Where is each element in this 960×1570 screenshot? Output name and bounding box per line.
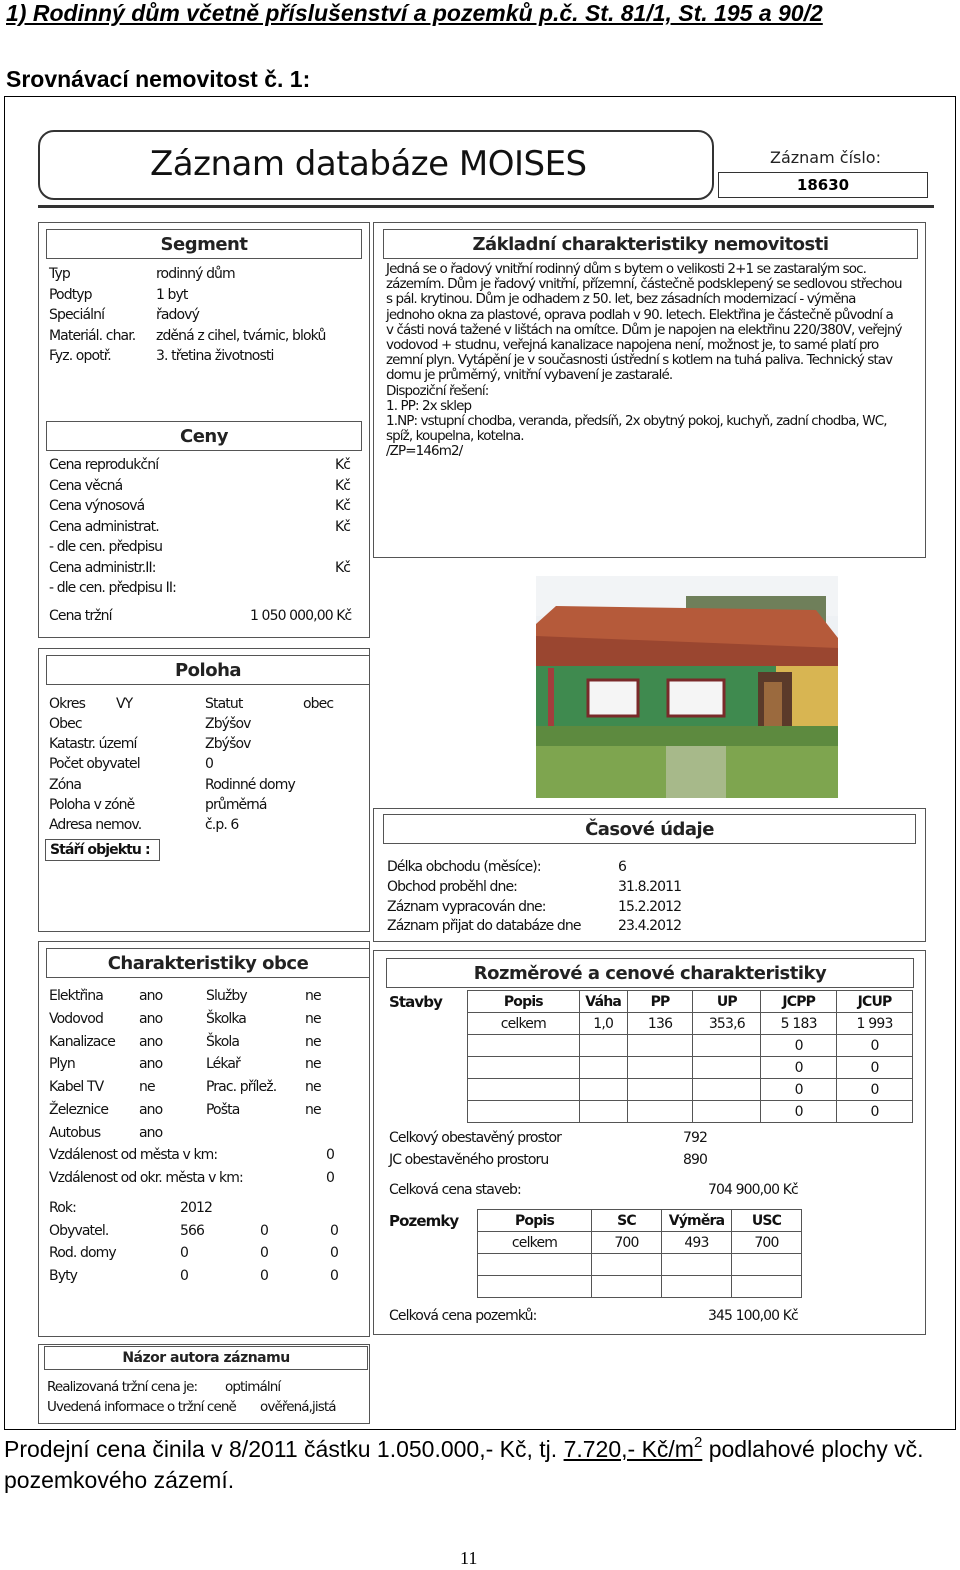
property-photo: [536, 576, 838, 798]
table-row: [478, 1276, 802, 1298]
time-row-label: Délka obchodu (měsíce):: [387, 859, 541, 875]
municipality-amenity-value: ano: [139, 1010, 163, 1027]
table-cell: [478, 1276, 592, 1298]
stats-value-3: 0: [330, 1245, 339, 1261]
municipality-service-value: ne: [305, 1102, 321, 1118]
table-cell: [732, 1254, 802, 1276]
land-table: [477, 1209, 802, 1298]
opinion-price-label: Realizovaná tržní cena je:: [47, 1379, 198, 1395]
total-buildings-label: Celková cena staveb:: [389, 1182, 521, 1198]
municipality-service-label: Lékař: [206, 1056, 240, 1073]
distance-district-label: Vzdálenost od okr. města v km:: [49, 1170, 243, 1186]
municipality-amenity-label: Plyn: [49, 1056, 75, 1073]
table-cell: [468, 1035, 580, 1057]
stats-row-label: Obyvatel.: [49, 1222, 109, 1239]
municipality-service-label: Prac. přílež.: [206, 1079, 277, 1096]
segment-row-label: Materiál. char.: [49, 327, 136, 344]
sale-text-part1: Prodejní cena činila v 8/2011 částku 1.050.000,- Kč, tj.: [4, 1436, 564, 1462]
description-line: /ZP=146m2/: [386, 443, 463, 460]
table-cell: 0: [761, 1057, 837, 1079]
total-volume-value: 792: [683, 1130, 708, 1146]
municipality-amenity-label: Autobus: [49, 1124, 101, 1141]
opinion-price-value: optimální: [225, 1379, 281, 1395]
table-cell: 0: [761, 1079, 837, 1101]
municipality-amenity-value: ne: [139, 1079, 155, 1096]
time-row-value: 23.4.2012: [618, 918, 682, 935]
location-row-label: Poloha v zóně: [49, 796, 135, 813]
dimension-price-title: Rozměrové a cenové charakteristiky: [386, 958, 914, 988]
segment-row-value: 1 byt: [156, 286, 188, 303]
table-cell: [627, 1079, 693, 1101]
sale-price-paragraph: [4, 1434, 954, 1496]
table-cell: [732, 1276, 802, 1298]
table-cell: [693, 1057, 761, 1079]
basic-characteristics-title: Základní charakteristiky nemovitosti: [383, 229, 918, 259]
table-cell: [468, 1101, 580, 1123]
table-cell: [478, 1254, 592, 1276]
table-cell: [693, 1101, 761, 1123]
time-row-label: Záznam vypracován dne:: [387, 898, 546, 915]
time-row-label: Obchod proběhl dne:: [387, 878, 517, 895]
record-number-label: Záznam číslo:: [770, 148, 881, 167]
municipality-service-label: Pošta: [206, 1102, 240, 1118]
description-line: 1.NP: vstupní chodba, veranda, předsíň, 2x obytný pokoj, kuchyň, zadní chodba, WC,: [386, 413, 887, 430]
municipality-service-label: Škola: [206, 1033, 240, 1050]
location-row-label: Zóna: [49, 776, 82, 793]
price-row-value: Kč: [335, 559, 351, 576]
time-row-value: 6: [618, 859, 627, 875]
table-cell: [579, 1101, 627, 1123]
location-row-value: č.p. 6: [205, 817, 239, 833]
table-cell: [693, 1035, 761, 1057]
stats-row-label: Byty: [49, 1267, 78, 1284]
municipality-service-label: Školka: [206, 1010, 246, 1027]
price-row-label: - dle cen. předpisu: [49, 539, 163, 555]
table-cell: 493: [662, 1232, 732, 1254]
description-line: jednoho okna za plastové, oprava podlah v 90. letech. Elektřina je částečně původní a: [386, 306, 893, 323]
table-cell: 1,0: [579, 1013, 627, 1035]
age-label: Stáří objektu :: [50, 842, 150, 858]
table-cell: [627, 1057, 693, 1079]
description-line: domu je průměrný, vnitřní vybavení je zastaralé.: [386, 367, 673, 384]
okres-value: VY: [116, 696, 133, 712]
buildings-label: Stavby: [389, 993, 442, 1011]
record-title: Záznam databáze MOISES: [150, 144, 587, 184]
table-cell: [579, 1035, 627, 1057]
stats-value-2: 0: [260, 1222, 269, 1239]
table-cell: 5 183: [761, 1013, 837, 1035]
description-line: Dispoziční řešení:: [386, 382, 489, 399]
location-row-label: Adresa nemov.: [49, 817, 142, 833]
table-cell: 0: [837, 1101, 913, 1123]
table-cell: 0: [837, 1057, 913, 1079]
distance-city-value: 0: [326, 1147, 335, 1163]
table-cell: 0: [837, 1035, 913, 1057]
table-row: [468, 1101, 913, 1123]
segment-row-value: řadový: [156, 307, 199, 323]
table-cell: [579, 1057, 627, 1079]
table-cell: [662, 1276, 732, 1298]
municipality-amenity-value: ano: [139, 1033, 163, 1050]
municipality-service-value: ne: [305, 988, 321, 1004]
okres-label: Okres: [49, 696, 85, 712]
table-cell: [468, 1057, 580, 1079]
municipality-service-value: ne: [305, 1010, 321, 1027]
stats-value-1: 0: [180, 1267, 189, 1284]
municipality-amenity-label: Kanalizace: [49, 1033, 115, 1050]
segment-row-value: 3. třetina životnosti: [156, 348, 274, 364]
municipality-service-label: Služby: [206, 988, 247, 1004]
municipality-service-value: ne: [305, 1056, 321, 1073]
stats-value-2: 0: [260, 1267, 269, 1284]
time-row-label: Záznam přijat do databáze dne: [387, 918, 581, 935]
table-cell: 136: [627, 1013, 693, 1035]
table-row: [468, 1079, 913, 1101]
table-cell: [579, 1079, 627, 1101]
stats-value-1: 566: [180, 1222, 205, 1239]
municipality-amenity-value: ano: [139, 1056, 163, 1073]
buildings-table: [467, 990, 913, 1123]
table-cell: 1 993: [837, 1013, 913, 1035]
price-per-m2-text: 7.720,- Kč/m: [563, 1436, 694, 1462]
price-per-m2: [564, 1436, 703, 1462]
land-label: Pozemky: [389, 1212, 459, 1230]
municipality-amenity-label: Vodovod: [49, 1010, 103, 1027]
table-header-cell: Popis: [468, 991, 580, 1013]
description-line: s pál. krytinou. Dům je odhadem z 50. let, bez zásadních modernizací - výměna: [386, 291, 856, 308]
total-land-value: 345 100,00 Kč: [708, 1308, 798, 1324]
table-row: [478, 1254, 802, 1276]
table-cell: [627, 1035, 693, 1057]
table-header-cell: UP: [693, 991, 761, 1013]
table-cell: [592, 1254, 662, 1276]
table-cell: [662, 1254, 732, 1276]
table-header-row: [478, 1210, 802, 1232]
location-panel: [38, 648, 370, 932]
table-cell: 700: [592, 1232, 662, 1254]
location-row-label: Katastr. území: [49, 736, 137, 753]
table-header-cell: JCUP: [837, 991, 913, 1013]
municipality-amenity-label: Kabel TV: [49, 1079, 104, 1096]
municipality-amenity-value: ano: [139, 988, 163, 1004]
stats-row-label: Rok:: [49, 1200, 76, 1216]
description-line: zemní plyn. Vytápění je v současnosti ústřední s kotlem na tuhá paliva. Technický stav: [386, 352, 893, 369]
description-line: zázemím. Dům je řadový vnitřní, přízemní, částečně podsklepený se sedlovou střechou: [386, 276, 902, 293]
page-number: 11: [460, 1548, 478, 1568]
segment-row-label: Typ: [49, 266, 70, 282]
price-per-m2-sup: 2: [693, 1434, 703, 1451]
price-row-label: Cena výnosová: [49, 498, 145, 514]
stats-row-label: Rod. domy: [49, 1245, 116, 1261]
price-row-label: - dle cen. předpisu II:: [49, 580, 176, 596]
segment-row-value: zděná z cihel, tvárnic, bloků: [156, 327, 326, 344]
location-row-value: průměrná: [205, 796, 267, 813]
stats-value-3: 0: [330, 1267, 339, 1284]
description-line: Jedná se o řadový vnitřní rodinný dům s bytem o velikosti 2+1 se zastaralým soc.: [386, 261, 866, 277]
distance-city-label: Vzdálenost od města v km:: [49, 1147, 218, 1163]
table-cell: celkem: [478, 1232, 592, 1254]
table-cell: 0: [761, 1101, 837, 1123]
table-header-cell: Popis: [478, 1210, 592, 1232]
price-row-label: Cena administr.II:: [49, 559, 156, 576]
basic-characteristics-text: [386, 262, 916, 460]
table-row: [468, 1013, 913, 1035]
municipality-amenity-label: Železnice: [49, 1102, 109, 1118]
price-row-label: Cena reprodukční: [49, 457, 159, 473]
segment-title: Segment: [46, 229, 362, 259]
subsection-heading: Srovnávací nemovitost č. 1:: [6, 66, 311, 92]
table-header-cell: PP: [627, 991, 693, 1013]
segment-row-label: Speciální: [49, 307, 105, 323]
price-row-value: Kč: [335, 477, 351, 494]
statut-label: Statut: [205, 696, 243, 712]
table-cell: [592, 1276, 662, 1298]
table-cell: [627, 1101, 693, 1123]
unit-price-label: JC obestavěného prostoru: [389, 1152, 549, 1168]
table-cell: 353,6: [693, 1013, 761, 1035]
opinion-info-value: ověřená,jistá: [260, 1399, 336, 1415]
table-row: [478, 1232, 802, 1254]
table-header-cell: JCPP: [761, 991, 837, 1013]
statut-value: obec: [303, 696, 334, 712]
time-data-title: Časové údaje: [383, 814, 916, 844]
table-cell: celkem: [468, 1013, 580, 1035]
total-land-label: Celková cena pozemků:: [389, 1308, 537, 1324]
price-row-value: Kč: [335, 498, 351, 514]
location-row-label: Počet obyvatel: [49, 756, 140, 773]
location-title: Poloha: [46, 655, 370, 685]
segment-row-label: Podtyp: [49, 286, 92, 303]
location-row-value: Rodinné domy: [205, 776, 295, 793]
time-row-value: 15.2.2012: [618, 898, 682, 915]
table-header-cell: USC: [732, 1210, 802, 1232]
price-row-value: Kč: [335, 457, 351, 473]
segment-row-value: rodinný dům: [156, 266, 235, 282]
municipality-service-value: ne: [305, 1079, 321, 1096]
ceny-title: Ceny: [46, 421, 362, 451]
table-cell: [468, 1079, 580, 1101]
table-cell: 700: [732, 1232, 802, 1254]
record-number: 18630: [718, 172, 928, 198]
price-row-label: Cena věcná: [49, 477, 123, 494]
table-row: [468, 1057, 913, 1079]
section-heading: 1) Rodinný dům včetně příslušenství a pozemků p.č. St. 81/1, St. 195 a 90/2: [6, 0, 823, 26]
segment-row-label: Fyz. opotř.: [49, 348, 111, 364]
sale-text-part2: podlahové plochy vč. pozemkového zázemí.: [4, 1436, 924, 1493]
table-header-cell: SC: [592, 1210, 662, 1232]
table-cell: 0: [837, 1079, 913, 1101]
table-header-cell: Výměra: [662, 1210, 732, 1232]
price-row-value: Kč: [335, 518, 351, 535]
distance-district-value: 0: [326, 1170, 335, 1186]
location-row-value: Zbýšov: [205, 716, 251, 732]
stats-value-1: 2012: [180, 1200, 213, 1216]
table-cell: 0: [761, 1035, 837, 1057]
table-row: [468, 1035, 913, 1057]
table-cell: [693, 1079, 761, 1101]
title-divider: [38, 205, 934, 208]
municipality-title: Charakteristiky obce: [46, 948, 370, 978]
stats-value-3: 0: [330, 1222, 339, 1239]
description-line: spíž, koupelna, kotelna.: [386, 428, 524, 445]
unit-price-value: 890: [683, 1152, 708, 1168]
total-volume-label: Celkový obestavěný prostor: [389, 1130, 562, 1146]
location-row-value: 0: [205, 756, 214, 773]
description-line: vodovod + studnu, veřejná kanalizace napojena není, možnost je, to samé platí pro: [386, 337, 879, 354]
table-header-cell: Váha: [579, 991, 627, 1013]
description-line: v části nová tažené v lištách na omítce. Dům je napojen na elektřinu 220/380V, veřejný: [386, 321, 902, 338]
location-row-value: Zbýšov: [205, 736, 251, 753]
total-buildings-value: 704 900,00 Kč: [708, 1182, 798, 1198]
location-row-label: Obec: [49, 716, 82, 732]
municipality-amenity-value: ano: [139, 1124, 163, 1141]
opinion-info-label: Uvedená informace o tržní ceně: [47, 1399, 236, 1415]
municipality-amenity-value: ano: [139, 1102, 163, 1118]
table-header-row: [468, 991, 913, 1013]
stats-value-1: 0: [180, 1245, 189, 1261]
description-line: 1. PP: 2x sklep: [386, 397, 472, 414]
market-price-label: Cena tržní: [49, 608, 112, 624]
municipality-service-value: ne: [305, 1033, 321, 1050]
time-row-value: 31.8.2011: [618, 878, 682, 895]
author-opinion-title: Názor autora záznamu: [44, 1346, 368, 1370]
municipality-amenity-label: Elektřina: [49, 988, 103, 1004]
price-row-label: Cena administrat.: [49, 518, 159, 535]
market-price-value: 1 050 000,00 Kč: [250, 608, 352, 624]
stats-value-2: 0: [260, 1245, 269, 1261]
